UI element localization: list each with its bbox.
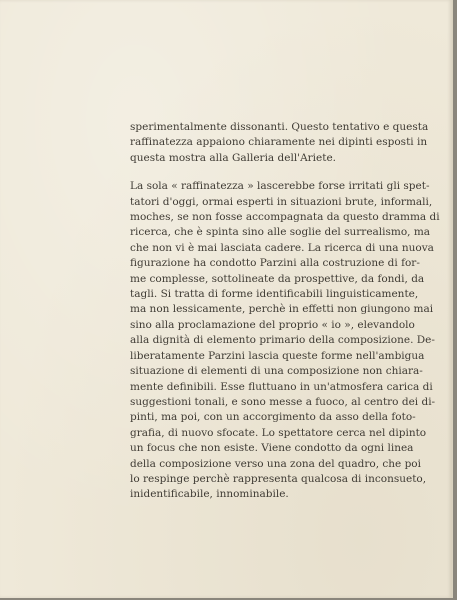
text-line: questa mostra alla Galleria dell'Ariete. — [130, 151, 337, 164]
text-line: me complesse, sottolineate da prospettive, da fondi, da — [130, 272, 425, 285]
text-line: mente definibili. Esse fluttuano in un'atmosfera carica di — [130, 380, 433, 393]
text-line: situazione di elementi di una composizione non chiara- — [130, 365, 423, 378]
text-line: suggestioni tonali, e sono messe a fuoco, al centro dei di- — [130, 395, 436, 408]
text-line: ricerca, che è spinta sino alle soglie del surrealismo, ma — [130, 226, 431, 239]
text-line: ma non lessicamente, perchè in effetti non giungono mai — [130, 303, 434, 316]
paragraph-2 — [130, 179, 440, 503]
paragraph-1 — [130, 120, 428, 166]
text-line: inidentificabile, innominabile. — [130, 488, 289, 501]
text-line: tagli. Si tratta di forme identificabili linguisticamente, — [130, 288, 419, 301]
text-line: La sola « raffinatezza » lascerebbe forse irritati gli spet- — [130, 180, 430, 193]
text-line: raffinatezza appaiono chiaramente nei dipinti esposti in — [130, 136, 428, 149]
text-line: tatori d'oggi, ormai esperti in situazioni brute, informali, — [130, 195, 433, 208]
text-line: alla dignità di elemento primario della composizione. De- — [130, 334, 435, 347]
text-line: lo respinge perchè rappresenta qualcosa di inconsueto, — [130, 472, 427, 485]
text-line: della composizione verso una zona del quadro, che poi — [130, 457, 421, 470]
body-text — [130, 120, 440, 503]
text-line: grafia, di nuovo sfocate. Lo spettatore cerca nel dipinto — [130, 426, 427, 439]
text-line: sperimentalmente dissonanti. Questo tentativo e questa — [130, 121, 429, 133]
text-line: figurazione ha condotto Parzini alla costruzione di for- — [130, 257, 420, 270]
text-line: liberatamente Parzini lascia queste forme nell'ambigua — [130, 349, 425, 362]
text-line: pinti, ma poi, con un accorgimento da asso della foto- — [130, 411, 416, 424]
text-line: che non vi è mai lasciata cadere. La ricerca di una nuova — [130, 241, 434, 254]
text-line: un focus che non esiste. Viene condotto da ogni linea — [130, 442, 414, 455]
text-line: sino alla proclamazione del proprio « io », elevandolo — [130, 318, 415, 331]
text-line: moches, se non fosse accompagnata da questo dramma di — [130, 211, 440, 224]
